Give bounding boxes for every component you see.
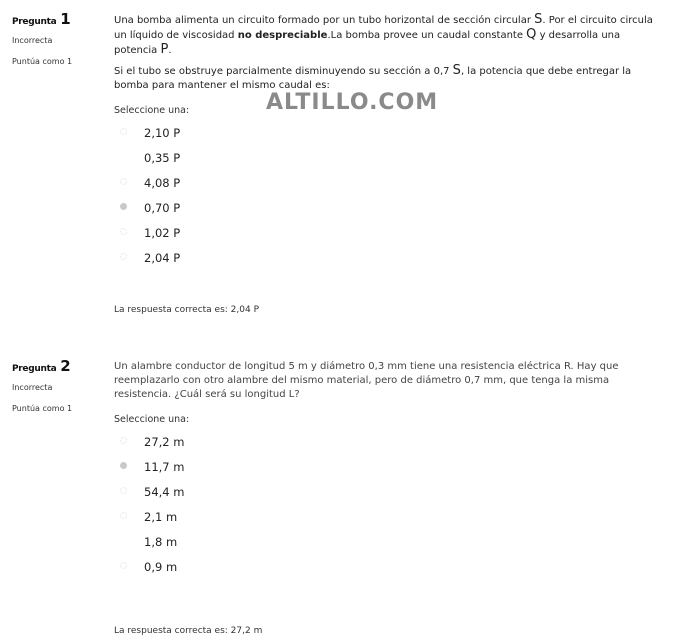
question-paragraph-2 bbox=[114, 64, 662, 93]
answer-option[interactable] bbox=[114, 554, 662, 579]
text-segment: Una bomba alimenta un circuito formado por un tubo horizontal de sección circular bbox=[114, 15, 535, 26]
radio-button[interactable] bbox=[120, 128, 127, 135]
question-paragraph-1 bbox=[114, 13, 662, 58]
option-label[interactable]: 2,04 P bbox=[144, 250, 181, 265]
radio-button[interactable] bbox=[120, 178, 127, 185]
question-paragraph-1: Un alambre conductor de longitud 5 m y diámetro 0,3 mm tiene una resistencia eléctrica R. Hay que reemplazarlo con otro alambre del mismo material, pero de diámetro 0,7 mm, que tenga la misma resistencia. ¿Cuál será su longitud L? bbox=[114, 361, 619, 400]
radio-button[interactable] bbox=[120, 228, 127, 235]
question-text bbox=[114, 360, 662, 402]
answer-options bbox=[114, 429, 662, 579]
question-label: Pregunta bbox=[12, 364, 57, 374]
text-segment: . bbox=[168, 45, 172, 56]
right-answer: La respuesta correcta es: 27,2 m bbox=[114, 626, 263, 636]
answer-option[interactable] bbox=[114, 429, 662, 454]
radio-button[interactable] bbox=[120, 153, 127, 160]
question-text bbox=[114, 13, 662, 93]
symbol-s: S bbox=[452, 63, 461, 78]
option-label[interactable]: 1,8 m bbox=[144, 534, 178, 549]
question-content bbox=[114, 13, 662, 270]
question-number-value: 1 bbox=[60, 10, 71, 28]
option-label[interactable]: 2,10 P bbox=[144, 125, 181, 140]
option-label[interactable]: 1,02 P bbox=[144, 225, 181, 240]
question-number-value: 2 bbox=[60, 357, 71, 375]
radio-button[interactable] bbox=[120, 512, 127, 519]
radio-button[interactable] bbox=[120, 253, 127, 260]
answer-prompt: Seleccione una: bbox=[114, 414, 190, 425]
option-label[interactable]: 11,7 m bbox=[144, 459, 185, 474]
question-info bbox=[12, 10, 107, 66]
question-number bbox=[12, 10, 107, 28]
answer-option[interactable] bbox=[114, 245, 662, 270]
answer-option[interactable] bbox=[114, 479, 662, 504]
answer-prompt: Seleccione una: bbox=[114, 105, 190, 116]
option-label[interactable]: 0,70 P bbox=[144, 200, 181, 215]
symbol-p: P bbox=[160, 42, 169, 57]
option-label[interactable]: 0,9 m bbox=[144, 559, 178, 574]
text-segment: . Por el circuito circula un líquido de viscosidad bbox=[114, 15, 653, 41]
question-number bbox=[12, 357, 107, 375]
text-segment: Si el tubo se obstruye parcialmente disminuyendo su sección a 0,7 bbox=[114, 66, 453, 77]
option-label[interactable]: 27,2 m bbox=[144, 434, 185, 449]
answer-option[interactable] bbox=[114, 529, 662, 554]
text-segment: , la potencia que debe entregar la bomba para mantener el mismo caudal es: bbox=[114, 66, 632, 91]
radio-button-checked[interactable] bbox=[120, 203, 127, 210]
bold-text: no despreciable bbox=[237, 30, 328, 41]
text-segment: y desarrolla una potencia bbox=[114, 30, 621, 56]
answer-options bbox=[114, 120, 662, 270]
question-state: Incorrecta bbox=[12, 383, 53, 392]
watermark-logo: ALTILLO.COM bbox=[266, 90, 439, 115]
symbol-q: Q bbox=[526, 27, 537, 42]
option-label[interactable]: 0,35 P bbox=[144, 150, 181, 165]
question-info bbox=[12, 357, 107, 413]
radio-button-checked[interactable] bbox=[120, 462, 127, 469]
answer-option-selected[interactable] bbox=[114, 454, 662, 479]
option-label[interactable]: 2,1 m bbox=[144, 509, 178, 524]
answer-option[interactable] bbox=[114, 170, 662, 195]
answer-option[interactable] bbox=[114, 504, 662, 529]
symbol-s: S bbox=[534, 12, 543, 27]
answer-option[interactable] bbox=[114, 220, 662, 245]
option-label[interactable]: 54,4 m bbox=[144, 484, 185, 499]
answer-option[interactable] bbox=[114, 120, 662, 145]
right-answer: La respuesta correcta es: 2,04 P bbox=[114, 305, 260, 315]
radio-button[interactable] bbox=[120, 562, 127, 569]
answer-option-selected[interactable] bbox=[114, 195, 662, 220]
question-grade: Puntúa como 1 bbox=[12, 57, 73, 66]
radio-button[interactable] bbox=[120, 537, 127, 544]
question-state: Incorrecta bbox=[12, 36, 53, 45]
option-label[interactable]: 4,08 P bbox=[144, 175, 181, 190]
question-content bbox=[114, 360, 662, 579]
question-label: Pregunta bbox=[12, 17, 57, 27]
radio-button[interactable] bbox=[120, 437, 127, 444]
radio-button[interactable] bbox=[120, 487, 127, 494]
text-segment: .La bomba provee un caudal constante bbox=[327, 30, 527, 41]
question-grade: Puntúa como 1 bbox=[12, 404, 73, 413]
answer-option[interactable] bbox=[114, 145, 662, 170]
